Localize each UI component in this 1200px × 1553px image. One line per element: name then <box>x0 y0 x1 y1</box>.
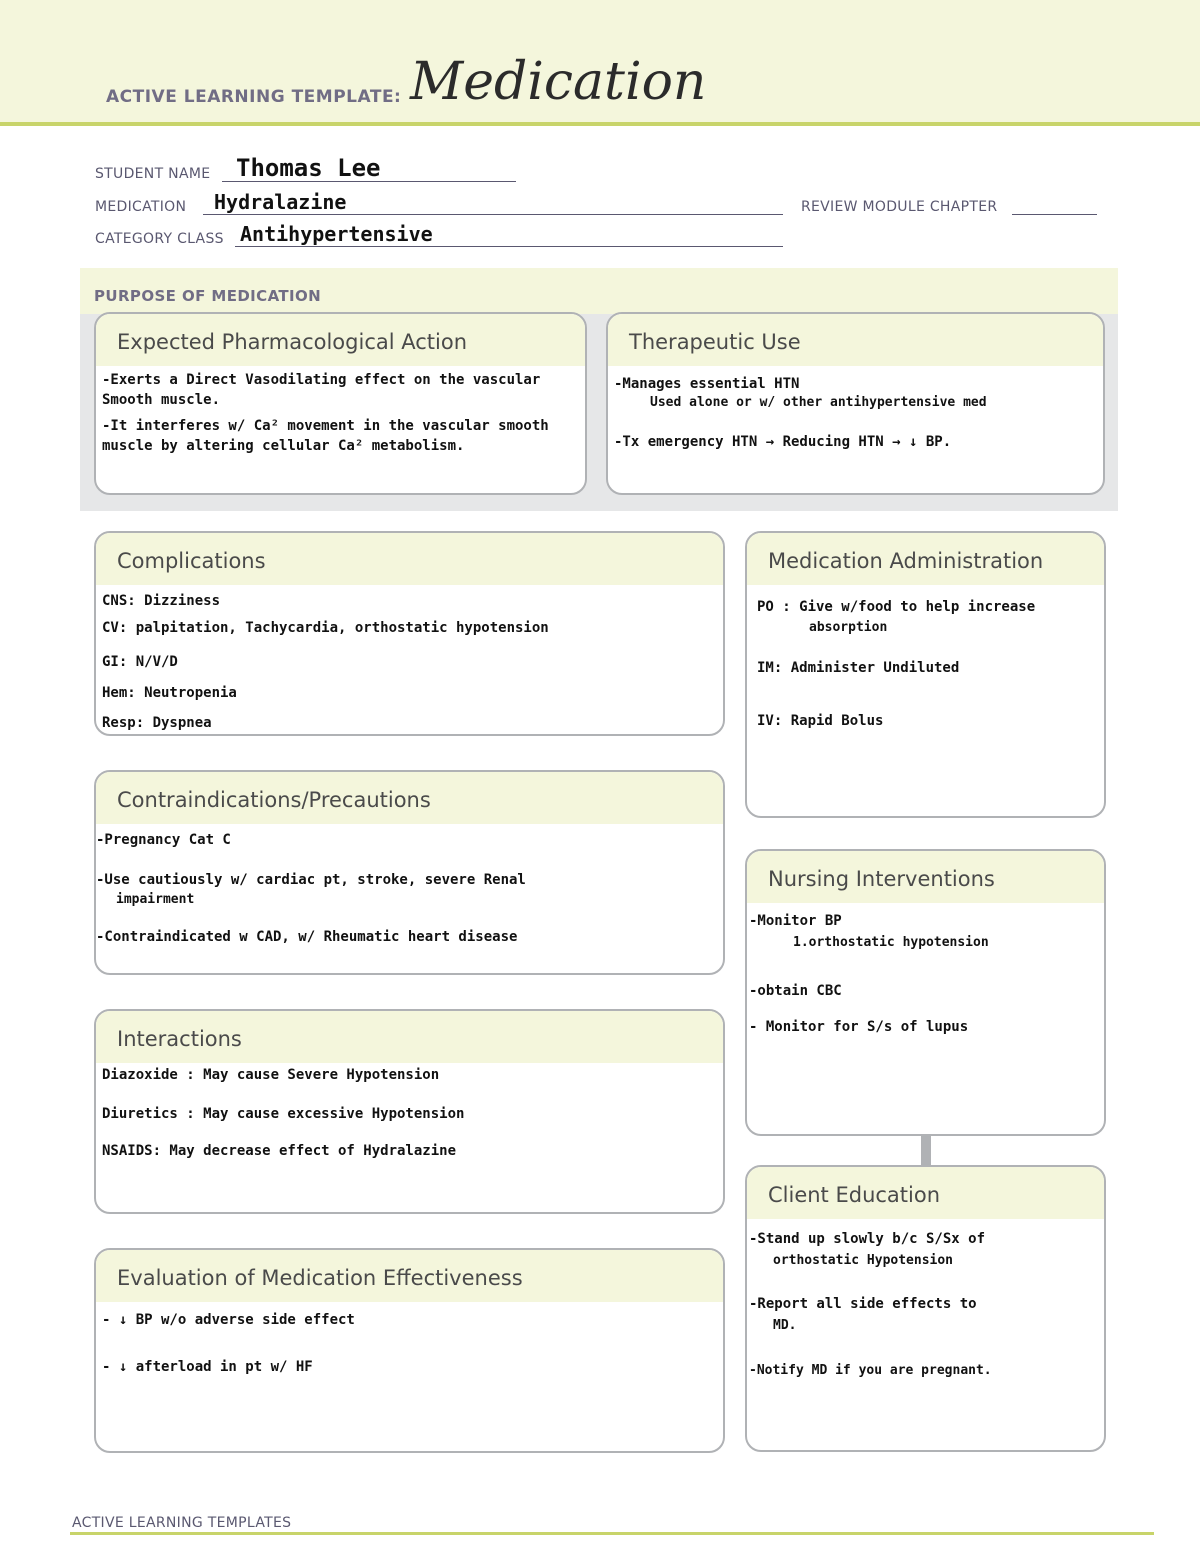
interactions-header <box>96 1011 723 1063</box>
category-class-value[interactable]: Antihypertensive <box>240 222 433 246</box>
complications-body[interactable] <box>102 587 717 730</box>
box-connector <box>921 1135 931 1168</box>
client-education-body[interactable] <box>749 1221 1098 1446</box>
administration-box <box>745 531 1106 818</box>
expected-action-box <box>94 312 587 495</box>
complications-box <box>94 531 725 736</box>
text-line: -Stand up slowly b/c S/Sx of <box>749 1231 986 1247</box>
category-class-line <box>235 246 783 247</box>
text-line: - ↓ BP w/o adverse side effect <box>102 1312 355 1328</box>
text-line: -Monitor BP <box>749 913 842 929</box>
nursing-title: Nursing Interventions <box>768 867 995 891</box>
text-line: IM: Administer Undiluted <box>757 660 960 676</box>
administration-body[interactable] <box>753 587 1098 812</box>
medication-line <box>203 214 783 215</box>
client-education-title: Client Education <box>768 1183 941 1207</box>
expected-action-title: Expected Pharmacological Action <box>117 330 468 354</box>
therapeutic-use-title: Therapeutic Use <box>629 330 801 354</box>
text-line: impairment <box>116 892 195 907</box>
review-module-line[interactable] <box>1012 214 1097 215</box>
text-line: -Report all side effects to <box>749 1296 977 1312</box>
expected-action-body[interactable] <box>102 368 579 489</box>
evaluation-header <box>96 1250 723 1302</box>
client-education-header <box>747 1167 1104 1219</box>
interactions-box <box>94 1009 725 1214</box>
text-line: Resp: Dyspnea <box>102 715 212 731</box>
text-line: -obtain CBC <box>749 983 842 999</box>
text-line: Hem: Neutropenia <box>102 685 237 701</box>
medication-label: MEDICATION <box>95 199 187 215</box>
text-line: NSAIDS: May decrease effect of Hydralazine <box>102 1143 457 1159</box>
text-line: IV: Rapid Bolus <box>757 713 884 729</box>
text-line: Used alone or w/ other antihypertensive med <box>650 395 987 410</box>
text-line: Diazoxide : May cause Severe Hypotension <box>102 1067 440 1083</box>
purpose-label: PURPOSE OF MEDICATION <box>94 287 322 305</box>
text-line: muscle by altering cellular Ca² metabolism. <box>102 438 465 454</box>
text-line: MD. <box>773 1318 797 1333</box>
review-module-label: REVIEW MODULE CHAPTER <box>801 199 998 215</box>
therapeutic-use-box <box>606 312 1105 495</box>
text-line: -Manages essential HTN <box>614 376 800 392</box>
interactions-title: Interactions <box>117 1027 242 1051</box>
contraindications-header <box>96 772 723 824</box>
contraindications-box <box>94 770 725 975</box>
complications-title: Complications <box>117 549 266 573</box>
text-line: -Pregnancy Cat C <box>96 832 231 848</box>
evaluation-box <box>94 1248 725 1453</box>
nursing-box <box>745 849 1106 1136</box>
template-label: ACTIVE LEARNING TEMPLATE: <box>106 87 402 107</box>
text-line: - ↓ afterload in pt w/ HF <box>102 1359 313 1375</box>
complications-header <box>96 533 723 585</box>
expected-action-header <box>96 314 585 366</box>
text-line: Smooth muscle. <box>102 392 221 408</box>
student-name-value[interactable]: Thomas Lee <box>236 154 381 182</box>
text-line: -Notify MD if you are pregnant. <box>749 1363 992 1378</box>
text-line: CNS: Dizziness <box>102 593 221 609</box>
client-education-box <box>745 1165 1106 1452</box>
purpose-header <box>80 268 1118 314</box>
text-line: GI: N/V/D <box>102 654 178 670</box>
nursing-body[interactable] <box>749 905 1098 1130</box>
text-line: -Contraindicated w CAD, w/ Rheumatic heart disease <box>96 929 518 945</box>
evaluation-title: Evaluation of Medication Effectiveness <box>117 1266 523 1290</box>
interactions-body[interactable] <box>102 1065 717 1208</box>
text-line: -Exerts a Direct Vasodilating effect on the vascular <box>102 372 541 388</box>
footer-text: ACTIVE LEARNING TEMPLATES <box>72 1515 292 1531</box>
evaluation-body[interactable] <box>102 1304 717 1447</box>
student-name-label: STUDENT NAME <box>95 166 211 182</box>
text-line: orthostatic Hypotension <box>773 1253 954 1268</box>
therapeutic-use-header <box>608 314 1103 366</box>
text-line: - Monitor for S/s of lupus <box>749 1019 969 1035</box>
text-line: -Use cautiously w/ cardiac pt, stroke, severe Renal <box>96 872 526 888</box>
template-title: Medication <box>410 52 707 112</box>
footer-rule <box>70 1532 1154 1535</box>
contraindications-title: Contraindications/Precautions <box>117 788 431 812</box>
header-band <box>0 0 1200 126</box>
text-line: PO : Give w/food to help increase <box>757 599 1036 615</box>
text-line: absorption <box>809 620 888 635</box>
therapeutic-use-body[interactable] <box>614 368 1097 489</box>
text-line: -Tx emergency HTN → Reducing HTN → ↓ BP. <box>614 434 952 450</box>
nursing-header <box>747 851 1104 903</box>
text-line: Diuretics : May cause excessive Hypotension <box>102 1106 465 1122</box>
administration-header <box>747 533 1104 585</box>
category-class-label: CATEGORY CLASS <box>95 231 224 247</box>
medication-value[interactable]: Hydralazine <box>214 190 347 214</box>
administration-title: Medication Administration <box>768 549 1044 573</box>
contraindications-body[interactable] <box>96 826 717 969</box>
text-line: 1.orthostatic hypotension <box>793 935 989 950</box>
text-line: CV: palpitation, Tachycardia, orthostatic hypotension <box>102 620 549 636</box>
text-line: -It interferes w/ Ca² movement in the vascular smooth <box>102 418 549 434</box>
